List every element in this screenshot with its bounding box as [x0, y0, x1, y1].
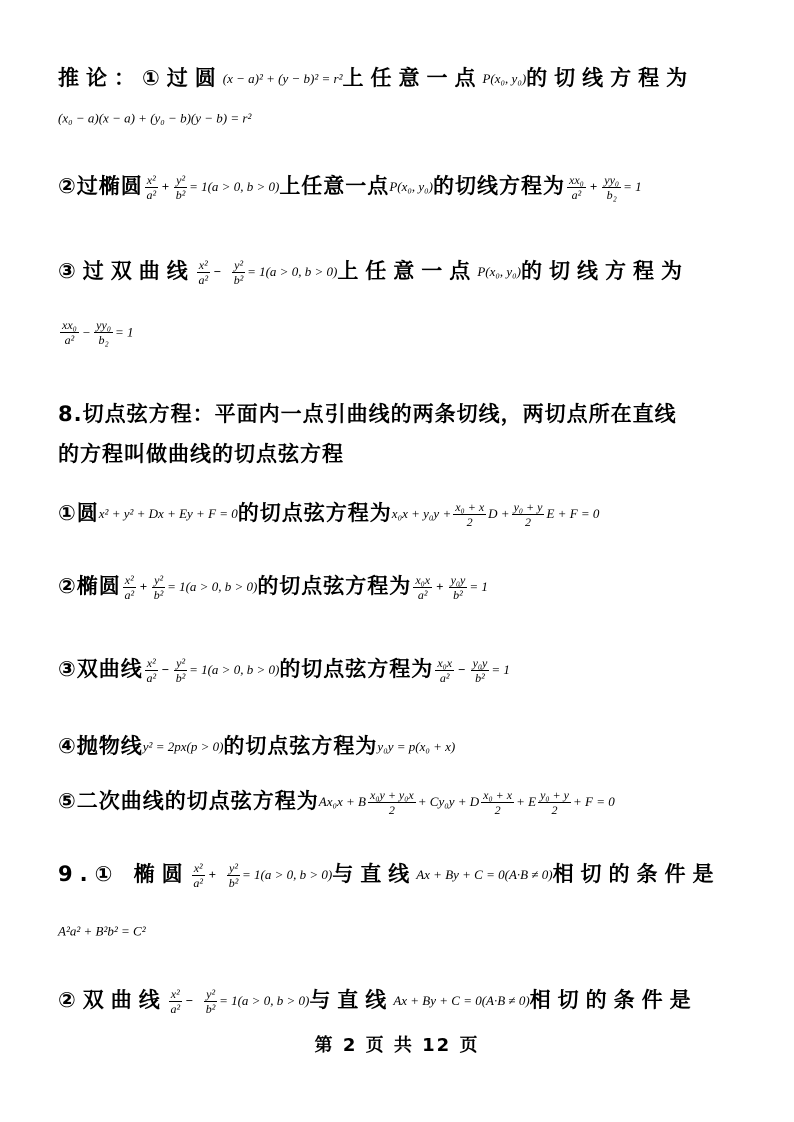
fraction-y0-plus-y: $\frac{\text{y₀ + y}}{2}$	[513, 499, 543, 529]
fraction-y2-b2: $\frac{\text{y²}}{\text{b²}}$	[175, 655, 186, 685]
point-p: P(x₀, y₀)	[477, 264, 521, 279]
text-chord-equation: 的切点弦方程为	[223, 734, 378, 758]
corollary-circle-tangent-line	[58, 62, 736, 92]
circle-chord-line: ①圆x² + y² + Dx + Ey + F = 0的切点弦方程为x₀x + y₀y + $\frac{\text{x₀ + x}}{2}$ D + $\frac{\text{y₀ + y}}{2}$ E + F = 0	[58, 499, 600, 529]
fraction-y2-b2: $\frac{\text{y²}}{\text{b²}}$	[233, 257, 244, 287]
text-tangent-condition: 相切的条件是	[552, 862, 721, 886]
text-any-point: 上任意一点	[279, 174, 390, 198]
ellipse-label: ②过椭圆	[58, 174, 143, 198]
point-p: P(x₀, y₀)	[389, 179, 433, 194]
circle-general-equation: x² + y² + Dx + Ey + F = 0	[98, 506, 238, 521]
ellipse-tangency-condition: A²a² + B²b² = C²	[58, 923, 146, 939]
fraction-x2-a2: $\frac{\text{x²}}{\text{a²}}$	[146, 172, 157, 202]
fraction-y2-b2: $\frac{\text{y²}}{\text{b²}}$	[228, 860, 239, 890]
text-with-line: 与直线	[332, 862, 417, 886]
hyperbola-tangent-formula-line: $\frac{\text{xx₀}}{\text{a²}}$ − $\frac{\text{yy₀}}{\text{b₂}}$ = 1	[62, 318, 134, 347]
text-tangent-equation: 的切线方程为	[433, 174, 565, 198]
hyperbola-label: ③过双曲线	[58, 259, 195, 283]
ellipse-tangent-line: ②过椭圆 $\frac{\text{x²}}{\text{a²}}$ + $\frac{\text{y²}}{\text{b²}}$ = 1(a > 0, b > 0)上任意一点P(x₀, y₀)的切线方程为 $\frac{\text{xx₀}}{\text{a²}}$ + $\frac{\text{yy₀}}{\text{b₂}}$ = 1	[58, 172, 642, 202]
fraction-y2-b2: $\frac{\text{y²}}{\text{b²}}$	[153, 572, 164, 602]
fraction-y0-plus-y: $\frac{\text{y₀ + y}}{2}$	[540, 787, 569, 817]
text-chord-equation: 的切点弦方程为	[279, 657, 434, 681]
fraction-xx0-a2: $\frac{\text{xx₀}}{\text{a²}}$	[569, 172, 584, 202]
hyperbola-tangent-line: ③过双曲线 $\frac{\text{x²}}{\text{a²}}$ − $\frac{\text{y²}}{\text{b²}}$ = 1(a > 0, b > 0)上任意一点P(x₀, y₀)的切线方程为	[58, 257, 689, 287]
line-equation: Ax + By + C = 0(A·B ≠ 0)	[393, 993, 530, 1008]
fraction-cross-term: $\frac{\text{x₀y + y₀x}}{2}$	[370, 787, 414, 817]
parabola-label: ④抛物线	[58, 734, 143, 758]
ellipse-chord-line: ②椭圆 $\frac{\text{x²}}{\text{a²}}$ + $\frac{\text{y²}}{\text{b²}}$ = 1(a > 0, b > 0)的切点弦方程为 $\frac{\text{x₀x}}{\text{a²}}$ + $\frac{\text{y₀y}}{\text{b²}}$ = 1	[58, 572, 488, 602]
conic-chord-line: ⑤二次曲线的切点弦方程为Ax₀x + B $\frac{\text{x₀y + y₀x}}{2}$ + Cy₀y + D $\frac{\text{x₀ + x}}{2}$ + E $\frac{\text{y₀ + y}}{2}$ + F = 0	[58, 787, 615, 817]
text-tangent-condition: 相切的条件是	[529, 988, 698, 1012]
circle-tangent-formula: (x₀ − a)(x − a) + (y₀ − b)(y − b) = r²	[58, 110, 252, 126]
fraction-y0y-b2: $\frac{\text{y₀y}}{\text{b²}}$	[450, 572, 466, 602]
ellipse-condition: = 1(a > 0, b > 0)	[189, 179, 280, 194]
text-any-point: 上任意一点	[342, 66, 483, 90]
fraction-x2-a2: $\frac{\text{x²}}{\text{a²}}$	[198, 257, 209, 287]
section-8-heading-cont: 的方程叫做曲线的切点弦方程	[58, 442, 344, 466]
circle-tangent-formula-line	[58, 108, 736, 127]
fraction-y2-b2: $\frac{\text{y²}}{\text{b²}}$	[205, 986, 216, 1016]
text-chord-equation: 的切点弦方程为	[237, 501, 392, 525]
circle-equation: (x − a)² + (y − b)² = r²	[222, 71, 343, 86]
fraction-yy0-b2: $\frac{\text{yy₀}}{\text{b₂}}$	[604, 172, 620, 202]
ellipse-line-tangency-line: 9.① 椭圆 $\frac{\text{x²}}{\text{a²}}$ + $\frac{\text{y²}}{\text{b²}}$ = 1(a > 0, b > 0)与直线Ax + By + C = 0(A·B ≠ 0)相切的条件是	[58, 860, 721, 890]
hyperbola-line-tangency-line: ②双曲线 $\frac{\text{x²}}{\text{a²}}$ − $\frac{\text{y²}}{\text{b²}}$ = 1(a > 0, b > 0)与直线Ax + By + C = 0(A·B ≠ 0)相切的条件是	[58, 986, 698, 1016]
fraction-x2-a2: $\frac{\text{x²}}{\text{a²}}$	[193, 860, 203, 890]
section-9-label: 9.① 椭圆	[58, 862, 190, 886]
point-p: P(x₀, y₀)	[482, 71, 527, 86]
ellipse-tangency-condition-line	[58, 921, 736, 940]
fraction-x2-a2: $\frac{\text{x²}}{\text{a²}}$	[170, 986, 181, 1016]
fraction-x0x-a2: $\frac{\text{x₀x}}{\text{a²}}$	[415, 572, 431, 602]
fraction-y2-b2: $\frac{\text{y²}}{\text{b²}}$	[175, 172, 186, 202]
fraction-x0-plus-x: $\frac{\text{x₀ + x}}{2}$	[483, 787, 513, 817]
fraction-y0y-b2: $\frac{\text{y₀y}}{\text{b²}}$	[472, 655, 488, 685]
corollary-label: 推论：①过圆	[58, 66, 223, 90]
text-chord-equation: 的切点弦方程为	[257, 574, 412, 598]
fraction-x0x-a2: $\frac{\text{x₀x}}{\text{a²}}$	[437, 655, 453, 685]
text-tangent-equation: 的切线方程为	[521, 259, 689, 283]
hyperbola-condition: = 1(a > 0, b > 0)	[247, 264, 338, 279]
section-8-heading: 8.切点弦方程：平面内一点引曲线的两条切线，两切点所在直线	[58, 402, 677, 426]
fraction-xx0-a2: $\frac{\text{xx₀}}{\text{a²}}$	[62, 318, 77, 347]
hyperbola-label: ②双曲线	[58, 988, 167, 1012]
fraction-x2-a2: $\frac{\text{x²}}{\text{a²}}$	[146, 655, 157, 685]
line-equation: Ax + By + C = 0(A·B ≠ 0)	[416, 867, 553, 882]
hyperbola-chord-line: ③双曲线 $\frac{\text{x²}}{\text{a²}}$ − $\frac{\text{y²}}{\text{b²}}$ = 1(a > 0, b > 0)的切点弦方程为 $\frac{\text{x₀x}}{\text{a²}}$ − $\frac{\text{y₀y}}{\text{b²}}$ = 1	[58, 655, 510, 685]
text-with-line: 与直线	[309, 988, 394, 1012]
hyperbola-label: ③双曲线	[58, 657, 143, 681]
page-footer: 第 2 页 共 12 页	[314, 1035, 480, 1056]
text-any-point: 上任意一点	[337, 259, 478, 283]
text-tangent-equation: 的切线方程为	[526, 66, 695, 90]
fraction-x0-plus-x: $\frac{\text{x₀ + x}}{2}$	[455, 499, 485, 529]
fraction-x2-a2: $\frac{\text{x²}}{\text{a²}}$	[124, 572, 135, 602]
conic-label: ⑤二次曲线的切点弦方程为	[58, 789, 319, 813]
ellipse-label: ②椭圆	[58, 574, 121, 598]
fraction-yy0-b2: $\frac{\text{yy₀}}{\text{b₂}}$	[96, 318, 111, 347]
circle-label: ①圆	[58, 501, 99, 525]
parabola-chord-line	[58, 730, 736, 760]
parabola-chord-formula: y₀y = p(x₀ + x)	[377, 739, 456, 754]
parabola-equation: y² = 2px(p > 0)	[142, 739, 224, 754]
